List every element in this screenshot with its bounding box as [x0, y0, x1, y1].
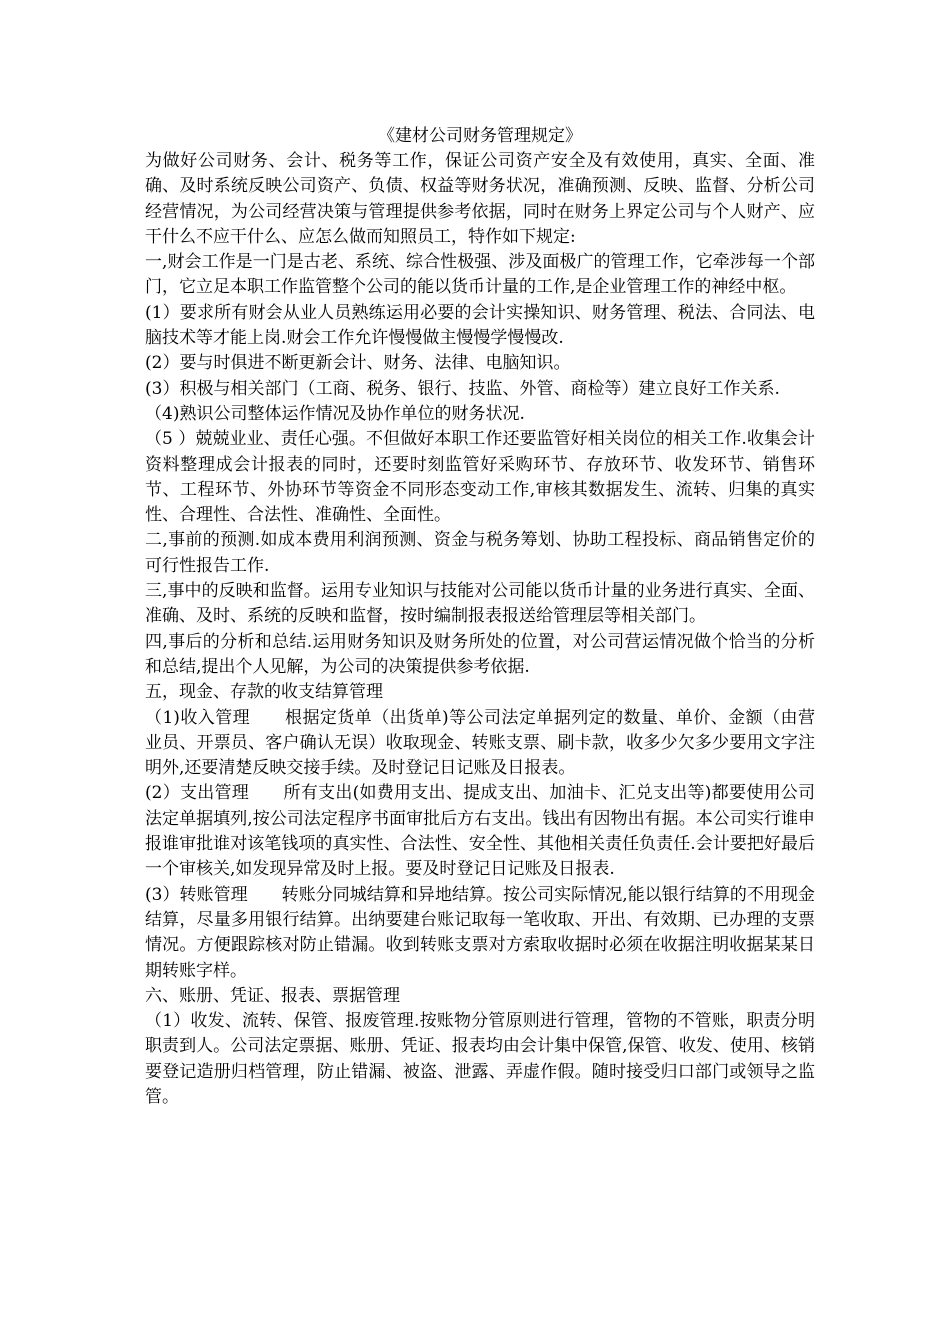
paragraph-section-6-heading: 六、账册、凭证、报表、票据管理 — [145, 985, 400, 1006]
paragraph-section-3: 三,事中的反映和监督。运用专业知识与技能对公司能以货币计量的业务进行真实、全面、准确、及时、系统的反映和监督，按时编制报表报送给管理层等相关部门。 — [145, 581, 815, 627]
paragraph-section-2: 二,事前的预测.如成本费用利润预测、资金与税务筹划、协助工程投标、商品销售定价的可行性报告工作. — [145, 530, 815, 576]
paragraph-records-management: （1）收发、流转、保管、报废管理.按账物分管原则进行管理，管物的不管账，职责分明职责到人。公司法定票据、账册、凭证、报表均由会计集中保管,保管、收发、使用、核销要登记造册归档管理，防止错漏、被盗、泄露、弄虚作假。随时接受归口部门或领导之监管。 — [145, 1011, 815, 1107]
paragraph-expense-management: (2）支出管理 所有支出(如费用支出、提成支出、加油卡、汇兑支出等)都要使用公司法定单据填列,按公司法定程序书面审批后方右支出。钱出有因物出有据。本公司实行谁申报谁审批谁对该笔钱项的真实性、合法性、安全性、其他相关责任负责任.会计要把好最后一个审核关,如发现异常及时上报。要及时登记日记账及日报表. — [145, 783, 815, 880]
paragraph-item-3: (3）积极与相关部门（工商、税务、银行、技监、外管、商检等）建立良好工作关系. — [145, 378, 780, 399]
paragraph-item-2: (2）要与时俱进不断更新会计、财务、法律、电脑知识。 — [145, 353, 571, 374]
document-page — [145, 124, 815, 1110]
paragraph-section-1: 一,财会工作是一门是古老、系统、综合性极强、涉及面极广的管理工作，它牵涉每一个部门，它立足本职工作监管整个公司的能以货币计量的工作,是企业管理工作的神经中枢。 — [145, 252, 815, 298]
paragraph-item-5: （5 ）兢兢业业、责任心强。不但做好本职工作还要监管好相关岗位的相关工作.收集会计资料整理成会计报表的同时，还要时刻监管好采购环节、存放环节、收发环节、销售环节、工程环节、外协环节等资金不同形态变动工作,审核其数据发生、流转、归集的真实性、合理性、合法性、准确性、全面性。 — [145, 429, 815, 526]
paragraph-transfer-management: (3）转账管理 转账分同城结算和异地结算。按公司实际情况,能以银行结算的不用现金结算，尽量多用银行结算。出纳要建台账记取每一笔收取、开出、有效期、已办理的支票情况。方便跟踪核对防止错漏。收到转账支票对方索取收据时必须在收据注明收据某某日期转账字样。 — [145, 884, 815, 981]
paragraph-section-5-heading: 五，现金、存款的收支结算管理 — [145, 682, 383, 703]
paragraph-item-4: （4)熟识公司整体运作情况及协作单位的财务状况. — [145, 403, 525, 424]
document-title: 《建材公司财务管理规定》 — [378, 126, 582, 146]
paragraph-section-4: 四,事后的分析和总结.运用财务知识及财务所处的位置，对公司营运情况做个恰当的分析和总结,提出个人见解，为公司的决策提供参考依据. — [145, 631, 815, 677]
paragraph-income-management: （1)收入管理 根据定货单（出货单)等公司法定单据列定的数量、单价、金额（由营业员、开票员、客户确认无误）收取现金、转账支票、刷卡款，收多少欠多少要用文字注明外,还要清楚反映交接手续。及时登记日记账及日报表。 — [145, 707, 815, 779]
paragraph-item-1: (1）要求所有财会从业人员熟练运用必要的会计实操知识、财务管理、税法、合同法、电脑技术等才能上岗.财会工作允许慢慢做主慢慢学慢慢改. — [145, 302, 815, 349]
paragraph-intro: 为做好公司财务、会计、税务等工作，保证公司资产安全及有效使用，真实、全面、准确、及时系统反映公司资产、负债、权益等财务状况，准确预测、反映、监督、分析公司经营情况，为公司经营决策与管理提供参考依据，同时在财务上界定公司与个人财产、应干什么不应干什么、应怎么做而知照员工，特作如下规定: — [145, 151, 815, 247]
